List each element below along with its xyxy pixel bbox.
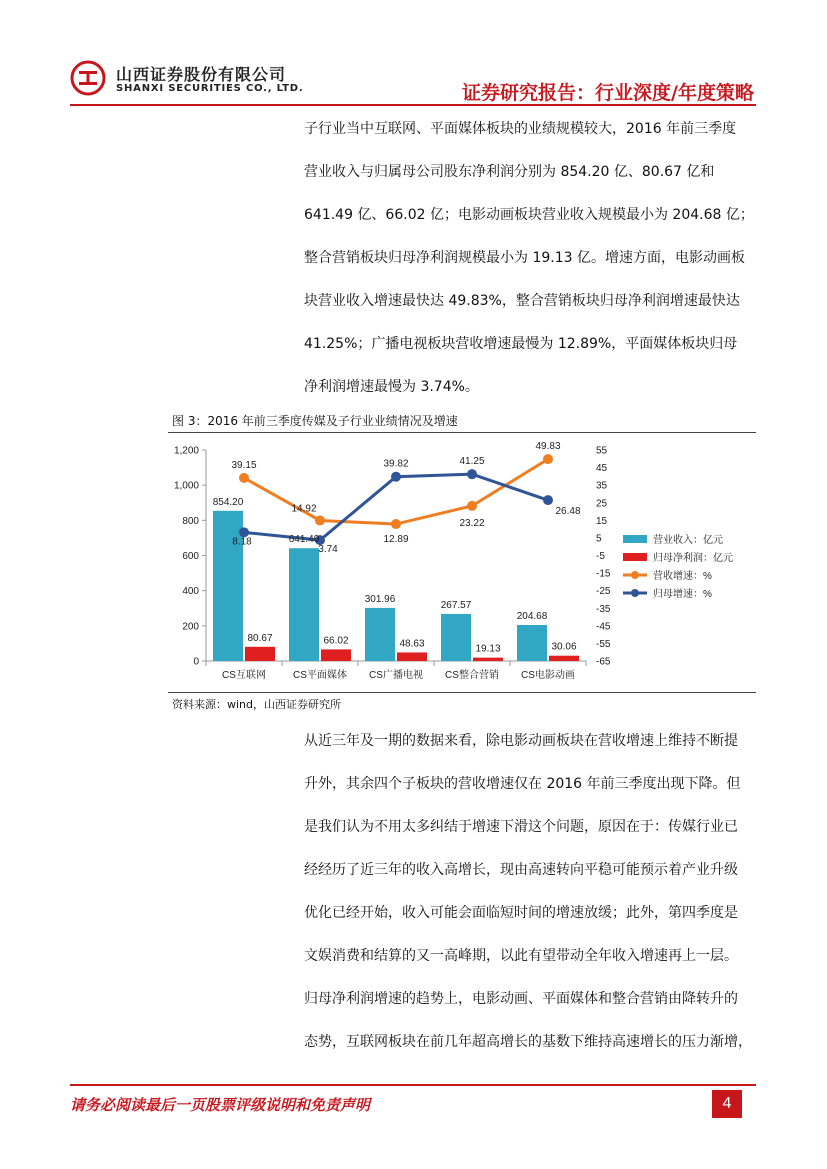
- line-data-label: 26.48: [555, 506, 581, 518]
- right-axis-tick-label: -5: [596, 551, 605, 562]
- legend-swatch-bar: [623, 553, 647, 561]
- right-axis-tick-label: -45: [596, 621, 611, 633]
- x-axis-category-label: CS整合营销: [445, 670, 499, 681]
- bar-net-profit: [549, 656, 579, 661]
- right-axis-tick-label: -55: [596, 638, 611, 650]
- company-name-cn: 山西证券股份有限公司: [116, 65, 287, 84]
- figure-top-rule: [168, 432, 756, 433]
- left-axis-tick-label: 400: [182, 586, 199, 598]
- left-axis-tick-label: 1,200: [173, 445, 199, 457]
- figure-source: 资料来源：wind，山西证券研究所: [172, 698, 342, 711]
- left-axis-tick-label: 1,000: [173, 480, 199, 492]
- text-line: 升外，其余四个子板块的营收增速仅在 2016 年前三季度出现下降。但: [304, 776, 741, 792]
- text-line: 优化已经开始，收入可能会面临短时间的增速放缓；此外，第四季度是: [304, 905, 738, 921]
- revenue-growth-point: [391, 519, 401, 529]
- bar-net-profit: [397, 652, 427, 661]
- bar-data-label: 19.13: [475, 643, 501, 655]
- profit-growth-point: [543, 495, 553, 505]
- revenue-growth-point: [239, 473, 249, 483]
- text-line: 态势，互联网板块在前几年超高增长的基数下维持高速增长的压力渐增，: [304, 1034, 752, 1050]
- report-title: 证券研究报告：行业深度/年度策略: [462, 82, 754, 104]
- bar-revenue: [365, 608, 395, 661]
- bar-data-label: 854.20: [212, 496, 244, 508]
- legend-label: 营收增速：%: [653, 571, 712, 582]
- left-axis-tick-label: 200: [182, 621, 199, 633]
- line-data-label: 41.25: [459, 456, 485, 468]
- bar-data-label: 80.67: [247, 632, 273, 644]
- right-axis-tick-label: 45: [596, 463, 608, 475]
- x-axis-category-label: CS互联网: [222, 670, 266, 681]
- legend-label: 归母增速：%: [653, 589, 712, 600]
- legend-swatch-marker: [631, 589, 639, 597]
- line-data-label: 14.92: [291, 503, 317, 515]
- text-line: 归母净利润增速的趋势上，电影动画、平面媒体和整合营销由降转升的: [304, 991, 738, 1007]
- text-line: 整合营销板块归母净利润规模最小为 19.13 亿。增速方面，电影动画板: [304, 250, 745, 266]
- text-line: 41.25%；广播电视板块营收增速最慢为 12.89%，平面媒体板块归母: [304, 336, 738, 352]
- page-number: 4: [712, 1090, 742, 1118]
- company-name-en: SHANXI SECURITIES CO., LTD.: [116, 83, 304, 94]
- line-data-label: 49.83: [535, 441, 561, 453]
- left-axis-tick-label: 0: [193, 656, 199, 668]
- shanxi-securities-logo-icon: [70, 60, 106, 96]
- line-data-label: 8.18: [232, 536, 252, 548]
- text-line: 净利润增速最慢为 3.74%。: [304, 379, 479, 395]
- text-line: 641.49 亿、66.02 亿；电影动画板块营业收入规模最小为 204.68 亿；: [304, 207, 754, 223]
- legend-label: 营业收入：亿元: [653, 535, 723, 546]
- figure-bottom-rule: [168, 692, 756, 693]
- right-axis-tick-label: 25: [596, 498, 608, 510]
- disclaimer-text: 请务必阅读最后一页股票评级说明和免责声明: [70, 1096, 371, 1114]
- bar-revenue: [289, 548, 319, 661]
- right-axis-tick-label: 35: [596, 480, 608, 492]
- text-line: 文娱消费和结算的又一高峰期，以此有望带动全年收入增速再上一层。: [304, 948, 738, 964]
- bar-data-label: 267.57: [440, 599, 472, 611]
- right-axis-tick-label: 15: [596, 515, 608, 527]
- text-line: 是我们认为不用太多纠结于增速下滑这个问题，原因在于：传媒行业已: [304, 819, 738, 835]
- legend-label: 归母净利润：亿元: [653, 553, 733, 564]
- line-data-label: 39.15: [231, 459, 257, 471]
- header-divider: [70, 104, 756, 106]
- bar-net-profit: [473, 658, 503, 661]
- right-axis-tick-label: -15: [596, 568, 611, 580]
- text-line: 经经历了近三年的收入高增长，现由高速转向平稳可能预示着产业升级: [304, 862, 738, 878]
- revenue-growth-point: [467, 501, 477, 511]
- x-axis-category-label: CS广播电视: [369, 670, 423, 681]
- right-axis-tick-label: -65: [596, 656, 611, 668]
- footer-divider: [70, 1084, 756, 1086]
- paragraph-2: [304, 720, 756, 1064]
- line-data-label: 39.82: [383, 458, 409, 470]
- bar-data-label: 30.06: [551, 641, 577, 653]
- line-data-label: 3.74: [318, 544, 338, 556]
- line-data-label: 23.22: [459, 517, 485, 529]
- legend-swatch-bar: [623, 535, 647, 543]
- right-axis-tick-label: -25: [596, 586, 611, 598]
- bar-data-label: 301.96: [364, 593, 396, 605]
- right-axis-tick-label: 55: [596, 445, 608, 457]
- right-axis-tick-label: 5: [596, 533, 602, 545]
- profit-growth-line: [244, 474, 548, 540]
- profit-growth-point: [391, 472, 401, 482]
- text-line: 从近三年及一期的数据来看，除电影动画板块在营收增速上维持不断提: [304, 733, 738, 749]
- paragraph-1: [304, 108, 756, 409]
- bar-revenue: [213, 511, 243, 661]
- left-axis-tick-label: 800: [182, 515, 199, 527]
- text-line: 块营业收入增速最快达 49.83%，整合营销板块归母净利润增速最快达: [304, 293, 740, 309]
- figure-caption: 图 3：2016 年前三季度传媒及子行业业绩情况及增速: [172, 414, 458, 428]
- bar-data-label: 641.49: [288, 534, 320, 546]
- line-data-label: 12.89: [383, 534, 409, 546]
- profit-growth-point: [467, 469, 477, 479]
- bar-net-profit: [245, 647, 275, 661]
- bar-data-label: 66.02: [323, 635, 349, 647]
- left-axis-tick-label: 600: [182, 551, 199, 562]
- legend-swatch-marker: [631, 571, 639, 579]
- x-axis-category-label: CS电影动画: [521, 670, 575, 681]
- text-line: 子行业当中互联网、平面媒体板块的业绩规模较大，2016 年前三季度: [304, 121, 737, 137]
- combo-bar-line-chart: [168, 436, 758, 690]
- revenue-growth-point: [543, 454, 553, 464]
- right-axis-tick-label: -35: [596, 603, 611, 615]
- bar-revenue: [441, 614, 471, 661]
- x-axis-category-label: CS平面媒体: [293, 670, 347, 681]
- bar-data-label: 204.68: [516, 611, 548, 623]
- bar-revenue: [517, 625, 547, 661]
- text-line: 营业收入与归属母公司股东净利润分别为 854.20 亿、80.67 亿和: [304, 164, 715, 180]
- bar-data-label: 48.63: [399, 638, 425, 650]
- bar-net-profit: [321, 649, 351, 661]
- revenue-growth-point: [315, 515, 325, 525]
